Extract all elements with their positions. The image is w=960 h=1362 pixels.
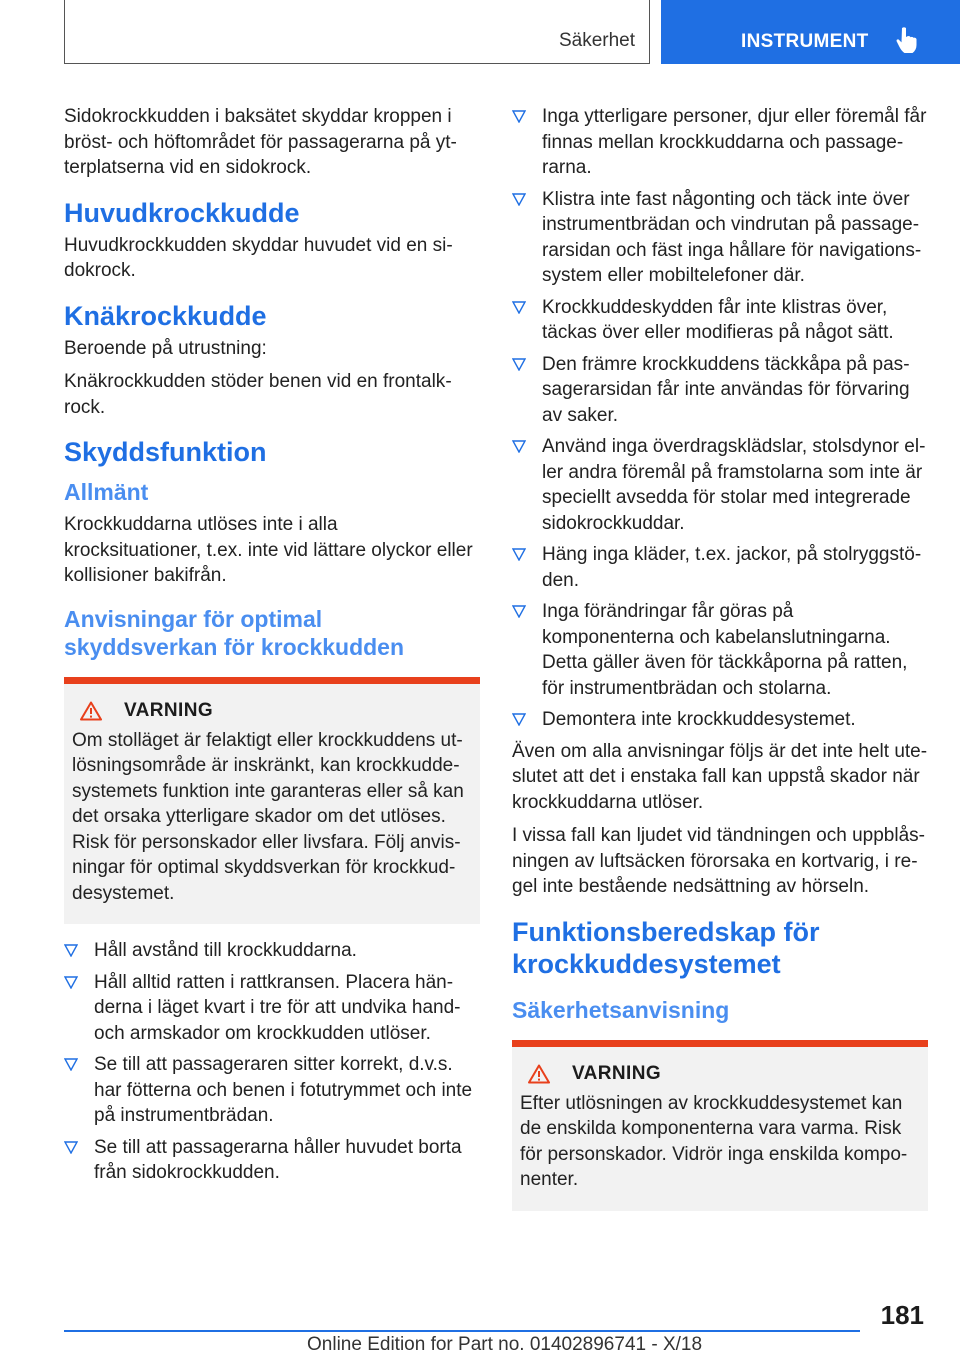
heading-readiness: Funktionsberedskap för krockkuddesystemet [512,916,820,979]
edition-footer: Online Edition for Part no. 01402896741 - X/18 [307,1334,703,1355]
warning-box-seat-position [64,677,480,925]
page-number: 181 [880,1300,924,1330]
bullet-triangle-icon [512,193,526,206]
bullet-triangle-icon [64,1141,78,1154]
warning-box-hot-components [512,1040,928,1211]
header-chapter-tab [661,0,960,64]
head-airbag-paragraph: Huvudkrockkudden skyddar huvudet vid en sidokrock. [64,234,453,281]
list-item: Den främre krockkuddens täckkåpa på passagerarsidan får inte användas för förvaring av saker. [512,352,928,429]
knee-airbag-paragraph: Knäkrockkudden stöder benen vid en frontalkrock. [64,371,452,418]
caution-paragraph: Även om alla anvisningar följs är det inte helt uteslutet att det i enstaka fall kan uppstå skador när krockkuddarna utlöser. [512,740,928,813]
bullet-triangle-icon [64,976,78,989]
warning-title: VARNING [124,699,214,721]
subheading-instructions: Anvisningar för optimal skyddsverkan för krockkudden [64,605,405,660]
bullet-triangle-icon [512,713,526,726]
list-item: Häng inga kläder, t.ex. jackor, på stolryggstöden. [512,542,928,593]
bullet-triangle-icon [512,358,526,371]
header-section-box [64,0,650,64]
bullet-triangle-icon [512,301,526,314]
subheading-general: Allmänt [64,479,149,505]
bullet-triangle-icon [64,1058,78,1071]
section-title: Säkerhet [558,30,635,51]
pointing-hand-icon [896,26,922,54]
list-item: Se till att passageraren sitter korrekt, d.v.s. har fötterna och benen i fotutrymmet och inte på instrumentbrädan. [64,1052,480,1129]
general-paragraph: Krockkuddarna utlöses inte i alla krocksituationer, t.ex. inte vid lättare olyckor eller kollisioner bakifrån. [64,514,473,586]
hearing-paragraph: I vissa fall kan ljudet vid tändningen och uppblåsningen av luftsäcken förorsaka en kortvarig, i regel inte bestående nedsättning av hörseln. [512,825,925,897]
instruction-list-left [64,938,480,1186]
warning-triangle-icon [528,1064,550,1084]
subheading-safety-note: Säkerhetsanvisning [512,996,730,1023]
knee-equipment-note: Beroende på utrustning: [64,337,267,359]
right-column [512,104,928,1225]
left-column [64,104,480,1192]
warning-text: Om stolläget är felaktigt eller krockkuddens utlösningsområde är inskränkt, kan krockkuddesystemets funktion inte garanteras eller så kan det orsaka ytterligare skador om det utlöses. Risk för personskador eller livsfara. Följ anvisningar för optimal skyddsverkan för krockkuddesystemet. [72,729,464,904]
list-item: Se till att passagerarna håller huvudet borta från sidokrockkudden. [64,1135,480,1186]
list-item: Demontera inte krockkuddesystemet. [512,707,928,733]
list-item: Klistra inte fast någonting och täck inte över instrumentbrädan och vindrutan på passagerarsidan och fäst inga hållare för navigationssystem eller mobiltelefoner där. [512,187,928,289]
list-item: Inga ytterligare personer, djur eller föremål får finnas mellan krockkuddarna och passagerarna. [512,104,928,181]
chapter-title: INSTRUMENT [741,31,869,52]
list-item: Använd inga överdragsklädslar, stolsdynor eller andra föremål på framstolarna som inte är speciellt avsedda för stolar med integrerade sidokrockkuddar. [512,434,928,536]
list-item: Håll avstånd till krockkuddarna. [64,938,480,964]
bullet-triangle-icon [512,440,526,453]
warning-title: VARNING [572,1062,662,1084]
heading-protection-function: Skyddsfunktion [64,437,267,467]
bullet-triangle-icon [64,944,78,957]
warning-text: Efter utlösningen av krockkuddesystemet kan de enskilda komponenterna vara varma. Risk för personskador. Vidrör inga enskilda komponenter. [520,1092,908,1190]
footer-divider [64,1330,860,1332]
list-item: Krockkuddeskydden får inte klistras över, täckas över eller modifieras på något sätt. [512,295,928,346]
list-item: Håll alltid ratten i rattkransen. Placera händerna i läget kvart i tre för att undvika hand- och armskador om krockkudden utlöser. [64,970,480,1047]
heading-head-airbag: Huvudkrockkudde [64,197,300,228]
list-item: Inga förändringar får göras på komponenterna och kabelanslutningarna. Detta gäller även för täckkåporna på ratten, för instrumentbrädan och stolarna. [512,599,928,701]
instruction-list-right [512,104,928,733]
bullet-triangle-icon [512,548,526,561]
bullet-triangle-icon [512,605,526,618]
intro-paragraph: Sidokrockkudden i baksätet skyddar kroppen i bröst- och höftområdet för passagerarna på ytterplatserna vid en sidokrock. [64,106,457,178]
warning-triangle-icon [80,701,102,721]
bullet-triangle-icon [512,110,526,123]
heading-knee-airbag: Knäkrockkudde [64,300,267,331]
